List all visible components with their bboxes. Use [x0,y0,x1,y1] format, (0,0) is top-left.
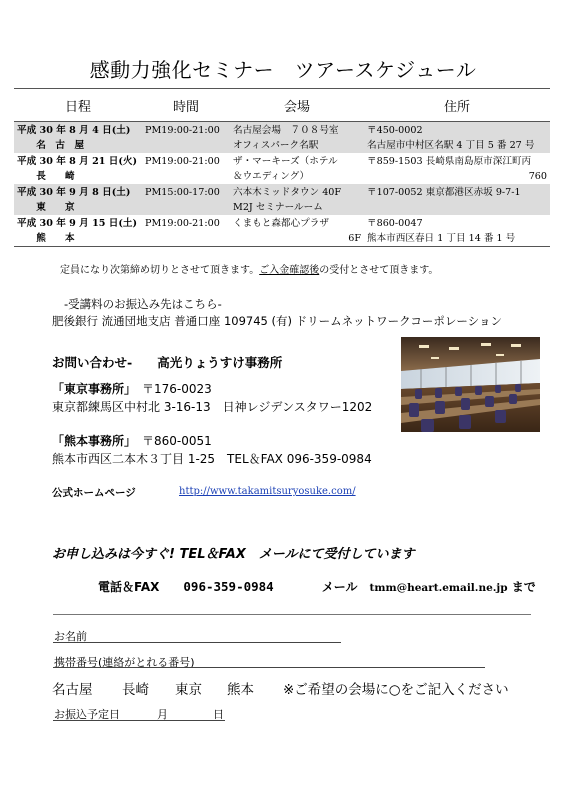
header-date: 日程 [14,89,142,122]
phone-number: 096-359-0984 [183,579,274,594]
tokyo-office-header: 「東京事務所」 〒176-0023 [52,382,212,396]
cell-address: 〒450-0002 名古屋市中村区名駅 4 丁目 5 番 27 号 [364,122,550,154]
transfer-month-label: 月 [157,708,168,721]
name-field[interactable] [53,642,341,643]
page-title: 感動力強化セミナー ツアースケジュール [89,58,477,82]
venue-instruction: ※ご希望の会場に○をご記入ください [283,682,509,698]
mobile-label: 携帯番号(連絡がとれる番号) [54,656,195,669]
table-header-row [14,89,550,122]
transfer-day-label: 日 [213,708,224,721]
cell-date: 平成 30 年 8 月 21 日(火) 長 崎 [17,156,138,182]
bank-heading: -受講料のお振込み先はこちら- [64,297,222,311]
contact-phone-mail [98,578,536,595]
cell-date: 平成 30 年 9 月 8 日(土) 東 京 [14,184,142,215]
cell-venue: くまもと森都心プラザ 6F [230,215,364,247]
bank-account: 肥後銀行 流通団地支店 普通口座 109745 (有) ドリームネットワークコーポレーション [52,314,502,328]
seminar-room-photo [401,337,540,432]
kumamoto-office-header: 「熊本事務所」 〒860-0051 [52,434,212,448]
mail-label: メール [321,580,358,594]
tokyo-office-address: 東京都練馬区中村北 3-16-13 日神レジデンスタワー1202 [52,400,373,414]
apply-headline: お申し込みは今すぐ! TEL＆FAX メールにて受付しています [52,547,415,562]
cell-date: 平成 30 年 8 月 4 日(土) 名 古 屋 [14,122,142,154]
schedule-table [14,88,550,247]
cell-time: PM19:00-21:00 [142,215,230,247]
homepage-link[interactable]: http://www.takamitsuryosuke.com/ [179,486,356,497]
cell-address: 〒107-0052 東京都港区赤坂 9-7-1 [364,184,550,215]
cell-time: PM15:00-17:00 [142,184,230,215]
table-row [14,153,550,184]
cell-time: PM19:00-21:00 [142,122,230,154]
city-kumamoto[interactable]: 熊本 [227,682,254,698]
seminar-room-image [401,337,540,432]
mail-suffix: まで [511,580,536,594]
contact-heading: お問い合わせ- 高光りょうすけ事務所 [52,355,283,370]
section-divider [53,614,531,615]
header-time: 時間 [142,89,230,122]
header-address: 住所 [364,89,550,122]
cell-venue: ザ・マーキーズ（ホテル ＆ウエディング） [233,156,338,182]
email-address[interactable]: tmm@heart.email.ne.jp [369,582,508,594]
table-row [14,122,550,154]
mobile-field[interactable] [53,667,485,668]
transfer-date-label: お振込予定日 [54,708,120,721]
capacity-note: 定員になり次第締め切りとさせて頂きます。ご入金確認後の受付とさせて頂きます。 [60,265,439,276]
cell-address: 〒860-0047 熊本市西区春日 1 丁目 14 番 1 号 [364,215,550,247]
header-venue: 会場 [230,89,364,122]
cell-venue: 六本木ミッドタウン 40F M2J セミナールーム [230,184,364,215]
city-nagoya[interactable]: 名古屋 [52,682,93,698]
homepage-label: 公式ホームページ [52,487,136,499]
venue-choice-row [52,678,509,698]
kumamoto-office-address: 熊本市西区二本木３丁目 1-25 TEL＆FAX 096-359-0984 [52,452,372,466]
cell-date: 平成 30 年 9 月 15 日(土) 熊 本 [14,215,142,247]
table-row [14,184,550,215]
table-row [14,215,550,247]
city-nagasaki[interactable]: 長崎 [122,682,149,698]
phone-label: 電話＆FAX [98,580,160,594]
cell-address: 〒859-1503 長崎県南島原市深江町丙 760 [367,156,547,182]
cell-time: PM19:00-21:00 [145,156,220,167]
city-tokyo[interactable]: 東京 [175,682,202,698]
cell-venue: 名古屋会場 ７０８号室 オフィスパーク名駅 [230,122,364,154]
name-label: お名前 [54,630,87,643]
transfer-date-field[interactable] [53,720,225,721]
